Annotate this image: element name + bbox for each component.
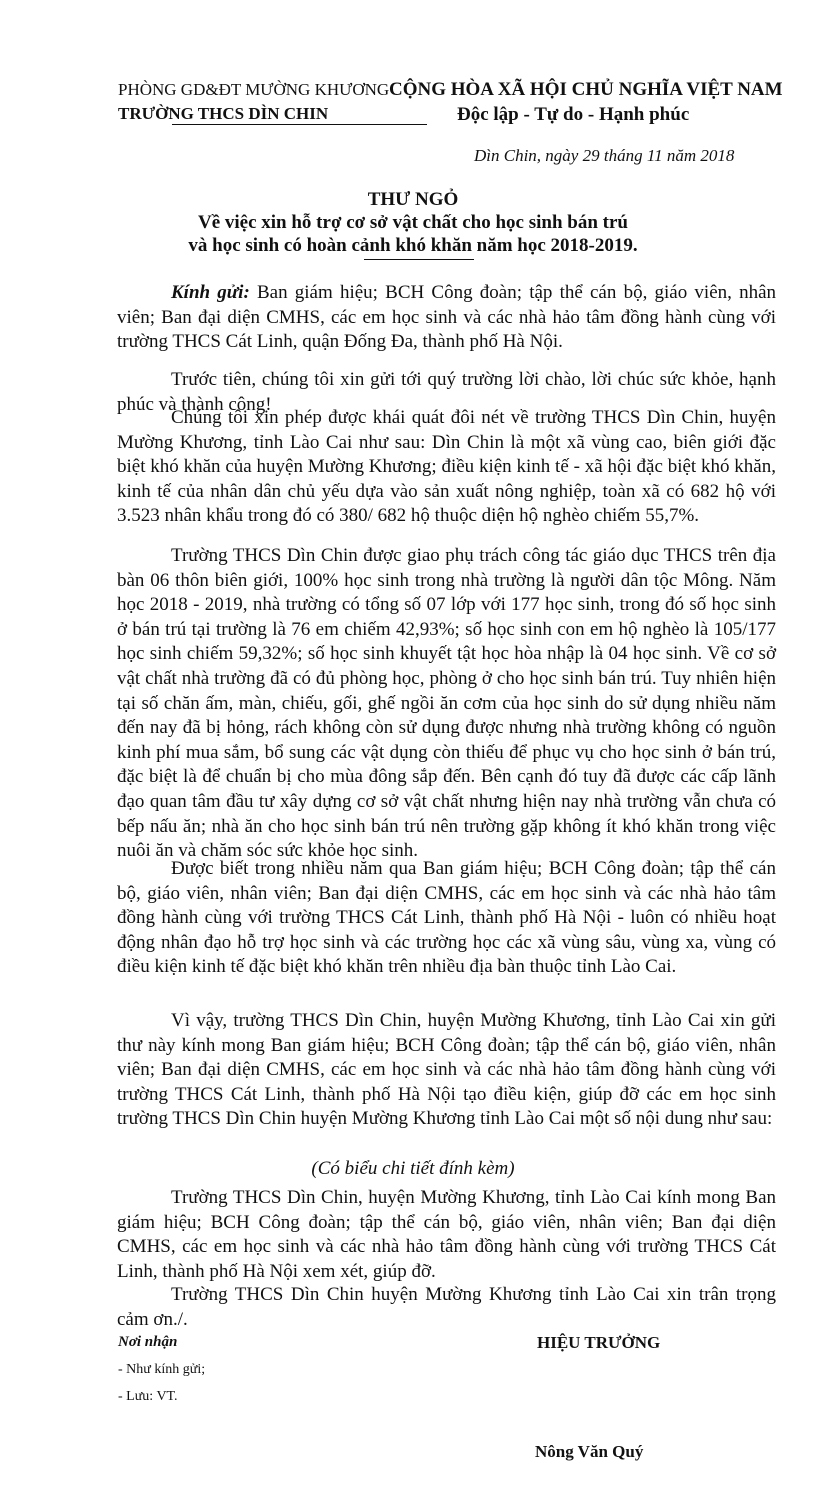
signature-title: HIỆU TRƯỞNG [537, 1333, 661, 1352]
paragraph-request: Vì vậy, trường THCS Dìn Chin, huyện Mường Khương, tỉnh Lào Cai xin gửi thư này kính mong Ban giám hiệu; BCH Công đoàn; tập thể cán bộ, giáo viên, nhân viên; Ban đại diện CMHS, các em học sinh và các nhà hảo tâm đồng hành cùng với trường THCS Cát Linh, thành phố Hà Nội tạo điều kiện, giúp đỡ các em học sinh trường THCS Dìn Chin huyện Mường Khương tỉnh Lào Cai một số nội dung như sau: [117, 1010, 776, 1130]
title-underline [364, 259, 474, 260]
doc-subtitle-line2: và học sinh có hoàn cảnh khó khăn năm học 2018-2019. [188, 235, 638, 256]
signer-name: Nông Văn Quý [535, 1442, 644, 1461]
school-name: TRƯỜNG THCS DÌN CHIN [118, 104, 329, 123]
greeting-text: Ban giám hiệu; BCH Công đoàn; tập thể cán bộ, giáo viên, nhân viên; Ban đại diện CMHS, các em học sinh và các nhà hảo tâm đồng hành cùng với trường THCS Cát Linh, quận Đống Đa, thành phố Hà Nội. [117, 282, 777, 353]
date-line: Dìn Chin, ngày 29 tháng 11 năm 2018 [474, 146, 735, 165]
motto: Độc lập - Tự do - Hạnh phúc [457, 104, 690, 125]
department-name: PHÒNG GD&ĐT MƯỜNG KHƯƠNG [118, 80, 390, 99]
school-underline [172, 124, 427, 125]
paragraph-commune: Chúng tôi xin phép được khái quát đôi nét về trường THCS Dìn Chin, huyện Mường Khương, tỉnh Lào Cai như sau: Dìn Chin là một xã vùng cao, biên giới đặc biệt khó khăn của huyện Mường Khương; điều kiện kinh tế - xã hội đặc biệt khó khăn, kinh tế của nhân dân chủ yếu dựa vào sản xuất nông nghiệp, toàn xã có 682 hộ với 3.523 nhân khẩu trong đó có 380/ 682 hộ thuộc diện hộ nghèo chiếm 55,7%. [117, 407, 776, 527]
greeting-label: Kính gửi: [171, 282, 250, 303]
paragraph-known: Được biết trong nhiều năm qua Ban giám hiệu; BCH Công đoàn; tập thể cán bộ, giáo viên, nhân viên; Ban đại diện CMHS, các em học sinh và các nhà hảo tâm đồng hành cùng với trường THCS Cát Linh, thành phố Hà Nội - luôn có nhiều hoạt động nhân đạo hỗ trợ học sinh và các trường học các xã vùng sâu, vùng xa, vùng có điều kiện kinh tế đặc biệt khó khăn trên nhiều địa bàn thuộc tỉnh Lào Cai. [117, 858, 776, 978]
paragraph-intro: Trước tiên, chúng tôi xin gửi tới quý trường lời chào, lời chúc sức khỏe, hạnh phúc và thành công! [117, 369, 776, 415]
greeting [117, 281, 776, 355]
recipient-item: - Lưu: VT. [118, 1389, 178, 1404]
doc-subtitle-line1: Về việc xin hỗ trợ cơ sở vật chất cho học sinh bán trú [197, 212, 629, 233]
doc-title: THƯ NGỎ [367, 189, 459, 210]
paragraph-thanks: Trường THCS Dìn Chin huyện Mường Khương tỉnh Lào Cai xin trân trọng cảm ơn./. [117, 1284, 776, 1330]
recipient-item: - Như kính gửi; [118, 1362, 206, 1377]
attachment-note: (Có biểu chi tiết đính kèm) [311, 1158, 515, 1179]
country-name: CỘNG HÒA XÃ HỘI CHỦ NGHĨA VIỆT NAM [389, 79, 783, 100]
paragraph-school: Trường THCS Dìn Chin được giao phụ trách công tác giáo dục THCS trên địa bàn 06 thôn biên giới, 100% học sinh trong nhà trường là người dân tộc Mông. Năm học 2018 - 2019, nhà trường có tổng số 07 lớp với 177 học sinh, trong đó số học sinh ở bán trú tại trường là 76 em chiếm 42,93%; số học sinh con em hộ nghèo là 105/177 học sinh chiếm 59,32%; số học sinh khuyết tật học hòa nhập là 04 học sinh. Về cơ sở vật chất nhà trường đã có đủ phòng học, phòng ở cho học sinh bán trú. Tuy nhiên hiện tại số chăn ấm, màn, chiếu, gối, ghế ngồi ăn cơm của học sinh do sử dụng nhiều năm đến nay đã bị hỏng, rách không còn sử dụng được nhưng nhà trường không có nguồn kinh phí mua sắm, bổ sung các vật dụng còn thiếu để phục vụ cho học sinh ở bán trú, đặc biệt là để chuẩn bị cho mùa đông sắp đến. Bên cạnh đó tuy đã được các cấp lãnh đạo quan tâm đầu tư xây dựng cơ sở vật chất nhưng hiện nay nhà trường vẫn chưa có bếp nấu ăn; nhà ăn cho học sinh bán trú nên trường gặp không ít khó khăn trong việc nuôi ăn và chăm sóc sức khỏe học sinh. [117, 545, 776, 862]
paragraph-hope: Trường THCS Dìn Chin, huyện Mường Khương, tỉnh Lào Cai kính mong Ban giám hiệu; BCH Công đoàn; tập thể cán bộ, giáo viên, nhân viên; Ban đại diện CMHS, các em học sinh và các nhà hảo tâm đồng hành cùng với trường THCS Cát Linh, thành phố Hà Nội xem xét, giúp đỡ. [117, 1187, 776, 1282]
recipients-label: Nơi nhận [118, 1334, 178, 1350]
